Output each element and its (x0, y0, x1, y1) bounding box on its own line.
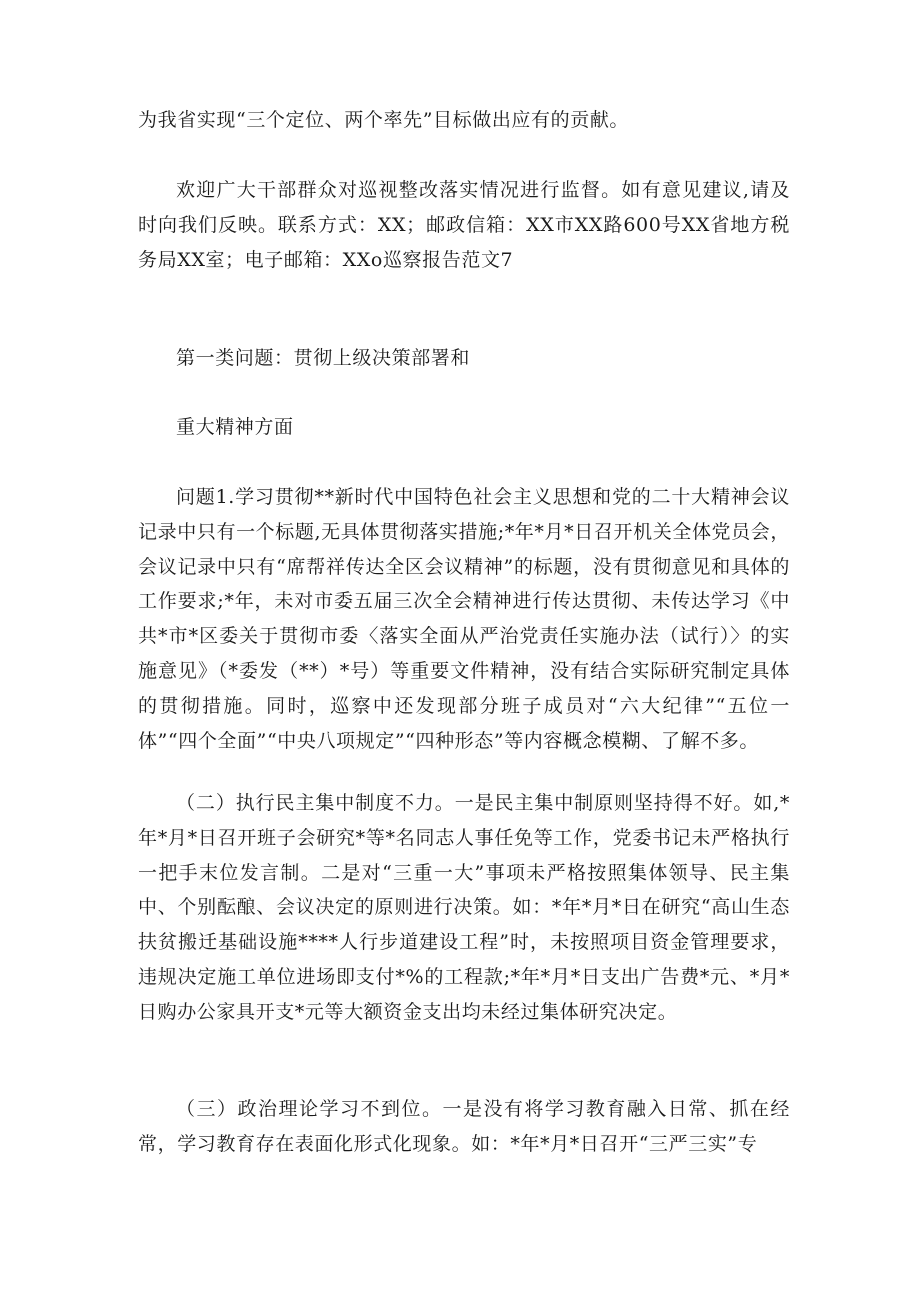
paragraph-closing-goal: 为我省实现“三个定位、两个率先”目标做出应有的贡献。 (138, 109, 630, 131)
paragraph-democratic-centralism: （二）执行民主集中制度不力。一是民主集中制原则坚持得不好。如,*年*月*日召开班子会研究*等*名同志人事任免等工作，党委书记未严格执行一把手末位发言制。二是对“三重一大”事项未严格按照集体领导、民主集中、个别酝酿、会议决定的原则进行决策。如：*年*月*日在研究“高山生态扶贫搬迁基础设施****人行步道建设工程”时，未按照项目资金管理要求，违规决定施工单位进场即支付*%的工程款;*年*月*日支出广告费*元、*月*日购办公家具开支*元等大额资金支出均未经过集体研究决定。 (138, 792, 790, 1023)
paragraph-political-study: （三）政治理论学习不到位。一是没有将学习教育融入日常、抓在经常，学习教育存在表面化形式化现象。如：*年*月*日召开“三严三实”专 (138, 1098, 790, 1155)
section-heading-line-2: 重大精神方面 (176, 416, 294, 438)
section-heading-line-1: 第一类问题：贯彻上级决策部署和 (176, 347, 471, 369)
paragraph-problem-1: 问题1.学习贯彻**新时代中国特色社会主义思想和党的二十大精神会议记录中只有一个标题,无具体贯彻落实措施;*年*月*日召开机关全体党员会，会议记录中只有“席帮祥传达全区会议精神”的标题，没有贯彻意见和具体的工作要求;*年，未对市委五届三次全会精神进行传达贯彻、未传达学习《中共*市*区委关于贯彻市委〈落实全面从严治党责任实施办法（试行）〉的实施意见》（*委发（**）*号）等重要文件精神，没有结合实际研究制定具体的贯彻措施。同时，巡察中还发现部分班子成员对“六大纪律”“五位一体”“四个全面”“中央八项规定”“四种形态”等内容概念模糊、了解不多。 (138, 486, 790, 752)
paragraph-supervision-contact: 欢迎广大干部群众对巡视整改落实情况进行监督。如有意见建议,请及时向我们反映。联系方式：XX；邮政信箱：XX市XX路600号XX省地方税务局XX室；电子邮箱：XXo巡察报告范文7 (138, 179, 790, 271)
